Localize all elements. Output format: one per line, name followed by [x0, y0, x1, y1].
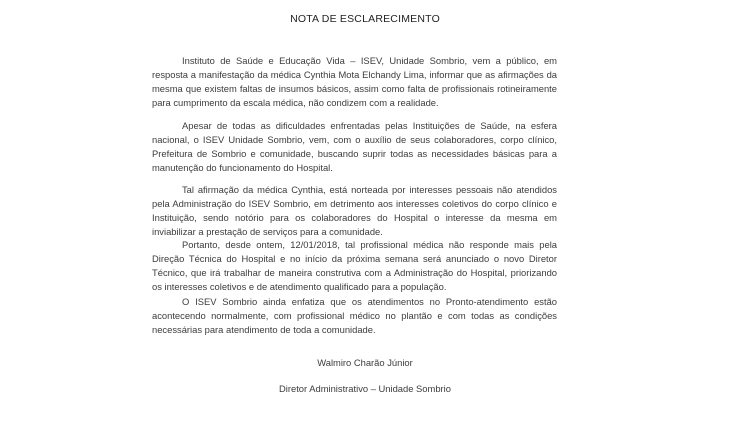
paragraph-2: Apesar de todas as dificuldades enfrentadas pelas Instituições de Saúde, na esfera nacional, o ISEV Unidade Sombrio, vem, com o auxílio de seus colaboradores, corpo clínico, Prefeitura de Sombrio e comunidade, buscando suprir todas as necessidades básicas para a manutenção do funcionamento do Hospital.	[152, 120, 557, 173]
paragraph-4: Portanto, desde ontem, 12/01/2018, tal profissional médica não responde mais pela Direção Técnica do Hospital e no início da próxima semana será anunciado o novo Diretor Técnico, que irá trabalhar de maneira construtiva com a Administração do Hospital, priorizando os interesses coletivos e de atendimento qualificado para a população.	[152, 239, 557, 292]
signature-role: Diretor Administrativo – Unidade Sombrio	[279, 383, 451, 394]
signature-name: Walmiro Charão Júnior	[317, 357, 413, 368]
paragraph-5: O ISEV Sombrio ainda enfatiza que os atendimentos no Pronto-atendimento estão acontecendo normalmente, com profissional médico no plantão e com todas as condições necessárias para atendimento de toda a comunidade.	[152, 296, 557, 335]
paragraph-1: Instituto de Saúde e Educação Vida – ISEV, Unidade Sombrio, vem a público, em resposta a manifestação da médica Cynthia Mota Elchandy Lima, informar que as afirmações da mesma que existem faltas de insumos básicos, assim como falta de profissionais rotineiramente para cumprimento da escala médica, não condizem com a realidade.	[152, 55, 557, 108]
document-title: NOTA DE ESCLARECIMENTO	[290, 13, 440, 25]
paragraph-3: Tal afirmação da médica Cynthia, está norteada por interesses pessoais não atendidos pela Administração do ISEV Sombrio, em detrimento aos interesses coletivos do corpo clínico e Instituição, sendo notório para os colaboradores do Hospital o interesse da mesma em inviabilizar a prestação de serviços para a comunidade.	[152, 184, 557, 237]
